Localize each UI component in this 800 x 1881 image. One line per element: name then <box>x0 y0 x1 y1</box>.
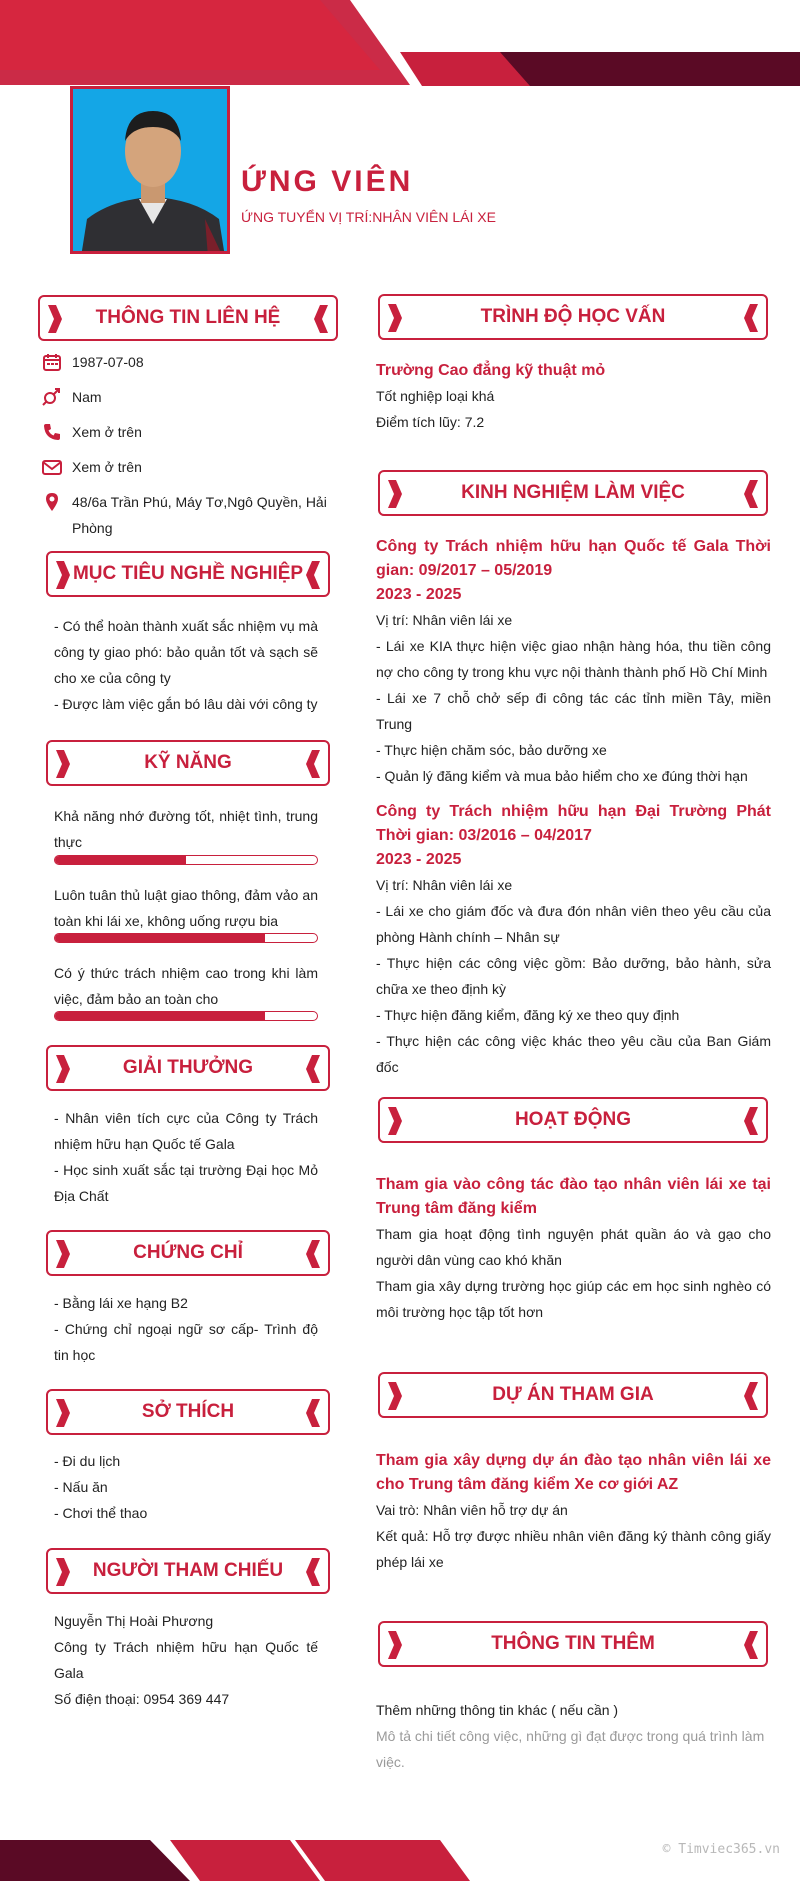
avatar <box>70 86 230 254</box>
chevron-right-icon <box>54 1397 72 1429</box>
section-title: DỰ ÁN THAM GIA <box>492 1384 654 1405</box>
extra-line: Thêm những thông tin khác ( nếu cần ) <box>376 1702 619 1718</box>
person-photo-icon <box>73 89 230 254</box>
education-line: Điểm tích lũy: 7.2 <box>376 414 485 430</box>
project-result: Kết quả: Hỗ trợ được nhiều nhân viên đăng ký thành công giấy phép lái xe <box>376 1528 771 1570</box>
section-heading-objective <box>46 551 330 597</box>
award-line: - Nhân viên tích cực của Công ty Trách nhiệm hữu hạn Quốc tế Gala <box>54 1110 318 1152</box>
school-name: Trường Cao đẳng kỹ thuật mỏ <box>376 362 606 379</box>
contact-email <box>42 454 342 480</box>
chevron-right-icon <box>386 302 404 334</box>
project-title: Tham gia xây dựng dự án đào tạo nhân viên lái xe cho Trung tâm đăng kiểm Xe cơ giới AZ <box>376 1452 771 1493</box>
education-text <box>376 359 771 435</box>
chevron-left-icon <box>304 1053 322 1085</box>
section-title: NGƯỜI THAM CHIẾU <box>92 1560 284 1581</box>
certificate-line: - Chứng chỉ ngoại ngữ sơ cấp- Trình độ tin học <box>54 1321 318 1363</box>
job-task: - Thực hiện đăng kiểm, đăng ký xe theo quy định <box>376 1007 680 1023</box>
chevron-left-icon <box>742 302 760 334</box>
experience-job-2 <box>376 800 771 1080</box>
contact-address <box>42 489 342 541</box>
section-title: GIẢI THƯỞNG <box>122 1057 254 1078</box>
extra-hint: Mô tả chi tiết công việc, những gì đạt được trong quá trình làm việc. <box>376 1728 765 1770</box>
project-role: Vai trò: Nhân viên hỗ trợ dự án <box>376 1502 568 1518</box>
section-title: TRÌNH ĐỘ HỌC VẤN <box>480 306 666 327</box>
activity-title: Tham gia vào công tác đào tạo nhân viên lái xe tại Trung tâm đăng kiểm <box>376 1176 771 1217</box>
chevron-left-icon <box>312 303 330 335</box>
skill-bar <box>54 855 318 865</box>
section-heading-extra <box>378 1621 768 1667</box>
section-heading-contact <box>38 295 338 341</box>
chevron-right-icon <box>386 1105 404 1137</box>
section-title: CHỨNG CHỈ <box>133 1242 243 1263</box>
chevron-left-icon <box>742 1629 760 1661</box>
contact-text: Xem ở trên <box>72 459 142 475</box>
chevron-right-icon <box>386 478 404 510</box>
email-icon <box>42 457 62 477</box>
chevron-right-icon <box>386 1380 404 1412</box>
chevron-right-icon <box>54 559 72 591</box>
section-title: THÔNG TIN LIÊN HỆ <box>95 307 281 328</box>
chevron-right-icon <box>46 303 64 335</box>
contact-text: 48/6a Trần Phú, Máy Tơ,Ngô Quyền, Hải Phòng <box>72 494 327 536</box>
job-task: - Thực hiện chăm sóc, bảo dưỡng xe <box>376 742 607 758</box>
job-role: Vị trí: Nhân viên lái xe <box>376 877 513 893</box>
objective-line: - Có thể hoàn thành xuất sắc nhiệm vụ mà công ty giao phó: bảo quản tốt và sạch sẽ cho xe của công ty <box>54 618 318 686</box>
section-heading-experience <box>378 470 768 516</box>
skill-bar-fill <box>55 1012 265 1020</box>
job-period: 2023 - 2025 <box>376 851 462 868</box>
activities-text <box>376 1173 771 1325</box>
skill-bar-fill <box>55 856 186 864</box>
skill-name: Khả năng nhớ đường tốt, nhiệt tình, trung thực <box>54 808 318 850</box>
chevron-left-icon <box>304 748 322 780</box>
section-heading-education <box>378 294 768 340</box>
hobbies-text <box>54 1448 318 1526</box>
contact-phone <box>42 419 342 445</box>
section-heading-skills <box>46 740 330 786</box>
references-text <box>54 1608 318 1712</box>
section-title: KINH NGHIỆM LÀM VIỆC <box>461 482 685 503</box>
education-line: Tốt nghiệp loại khá <box>376 388 495 404</box>
location-icon <box>42 492 62 512</box>
job-task: - Thực hiện các công việc gồm: Bảo dưỡng, bảo hành, sửa chữa xe theo định kỳ <box>376 955 771 997</box>
section-title: HOẠT ĐỘNG <box>514 1109 632 1130</box>
experience-job-1 <box>376 535 771 789</box>
chevron-right-icon <box>54 1556 72 1588</box>
job-task: - Quản lý đăng kiểm và mua bảo hiểm cho xe đúng thời hạn <box>376 768 748 784</box>
chevron-left-icon <box>304 1238 322 1270</box>
activity-line: Tham gia xây dựng trường học giúp các em học sinh nghèo có môi trường học tập tốt hơn <box>376 1278 771 1320</box>
hobby-line: - Đi du lịch <box>54 1453 121 1469</box>
chevron-right-icon <box>54 1238 72 1270</box>
job-company: Công ty Trách nhiệm hữu hạn Đại Trường Phát Thời gian: 03/2016 – 04/2017 <box>376 803 771 844</box>
job-task: - Thực hiện các công việc khác theo yêu cầu của Ban Giám đốc <box>376 1033 771 1075</box>
job-period: 2023 - 2025 <box>376 586 462 603</box>
skill-name: Luôn tuân thủ luật giao thông, đảm vảo an toàn khi lái xe, không uống rượu bia <box>54 887 318 929</box>
section-heading-activities <box>378 1097 768 1143</box>
certificates-text <box>54 1290 318 1368</box>
objective-line: - Được làm việc gắn bó lâu dài với công ty <box>54 696 318 712</box>
award-line: - Học sinh xuất sắc tại trường Đại học Mỏ Địa Chất <box>54 1162 318 1204</box>
gender-icon <box>42 387 62 407</box>
contact-gender <box>42 384 342 410</box>
chevron-left-icon <box>742 478 760 510</box>
section-title: THÔNG TIN THÊM <box>491 1633 655 1654</box>
contact-text: 1987-07-08 <box>72 354 144 370</box>
job-task: - Lái xe KIA thực hiện việc giao nhận hàng hóa, thu tiền công nợ cho công ty trong khu vực nội thành thành phố Hồ Chí Minh <box>376 638 771 680</box>
skill-name: Có ý thức trách nhiệm cao trong khi làm việc, đảm bảo an toàn cho <box>54 965 318 1007</box>
skill-bar <box>54 933 318 943</box>
job-task: - Lái xe cho giám đốc và đưa đón nhân viên theo yêu cầu của phòng Hành chính – Nhân sự <box>376 903 771 945</box>
objective-text <box>54 613 318 717</box>
phone-icon <box>42 422 62 442</box>
section-title: KỸ NĂNG <box>144 752 232 773</box>
chevron-left-icon <box>304 1397 322 1429</box>
chevron-left-icon <box>742 1380 760 1412</box>
extra-text <box>376 1697 771 1775</box>
projects-text <box>376 1449 771 1575</box>
section-title: SỞ THÍCH <box>141 1401 235 1422</box>
section-title: MỤC TIÊU NGHỀ NGHIỆP <box>72 563 304 584</box>
skill-bar <box>54 1011 318 1021</box>
contact-text: Xem ở trên <box>72 424 142 440</box>
reference-company: Công ty Trách nhiệm hữu hạn Quốc tế Gala <box>54 1639 318 1681</box>
reference-phone: Số điện thoại: 0954 369 447 <box>54 1691 230 1707</box>
hobby-line: - Nấu ăn <box>54 1479 108 1495</box>
chevron-left-icon <box>304 1556 322 1588</box>
job-company: Công ty Trách nhiệm hữu hạn Quốc tế Gala Thời gian: 09/2017 – 05/2019 <box>376 538 771 579</box>
section-heading-hobbies <box>46 1389 330 1435</box>
hobby-line: - Chơi thể thao <box>54 1505 148 1521</box>
section-heading-projects <box>378 1372 768 1418</box>
chevron-left-icon <box>742 1105 760 1137</box>
reference-name: Nguyễn Thị Hoài Phương <box>54 1613 214 1629</box>
chevron-right-icon <box>386 1629 404 1661</box>
section-heading-certificates <box>46 1230 330 1276</box>
activity-line: Tham gia hoạt động tình nguyện phát quần áo và gạo cho người dân vùng cao khó khăn <box>376 1226 771 1268</box>
job-task: - Lái xe 7 chỗ chở sếp đi công tác các tỉnh miền Tây, miền Trung <box>376 690 771 732</box>
section-heading-awards <box>46 1045 330 1091</box>
chevron-right-icon <box>54 1053 72 1085</box>
watermark: © Timviec365.vn <box>662 1842 780 1857</box>
job-role: Vị trí: Nhân viên lái xe <box>376 612 513 628</box>
applied-position: ỨNG TUYỂN VỊ TRÍ:NHÂN VIÊN LÁI XE <box>241 209 496 225</box>
chevron-left-icon <box>304 559 322 591</box>
skill-bar-fill <box>55 934 265 942</box>
candidate-name: ỨNG VIÊN <box>241 165 414 198</box>
contact-text: Nam <box>72 389 102 405</box>
contact-birthdate <box>42 349 342 375</box>
calendar-icon <box>42 352 62 372</box>
section-heading-references <box>46 1548 330 1594</box>
certificate-line: - Bằng lái xe hạng B2 <box>54 1295 188 1311</box>
awards-text <box>54 1105 318 1209</box>
chevron-right-icon <box>54 748 72 780</box>
